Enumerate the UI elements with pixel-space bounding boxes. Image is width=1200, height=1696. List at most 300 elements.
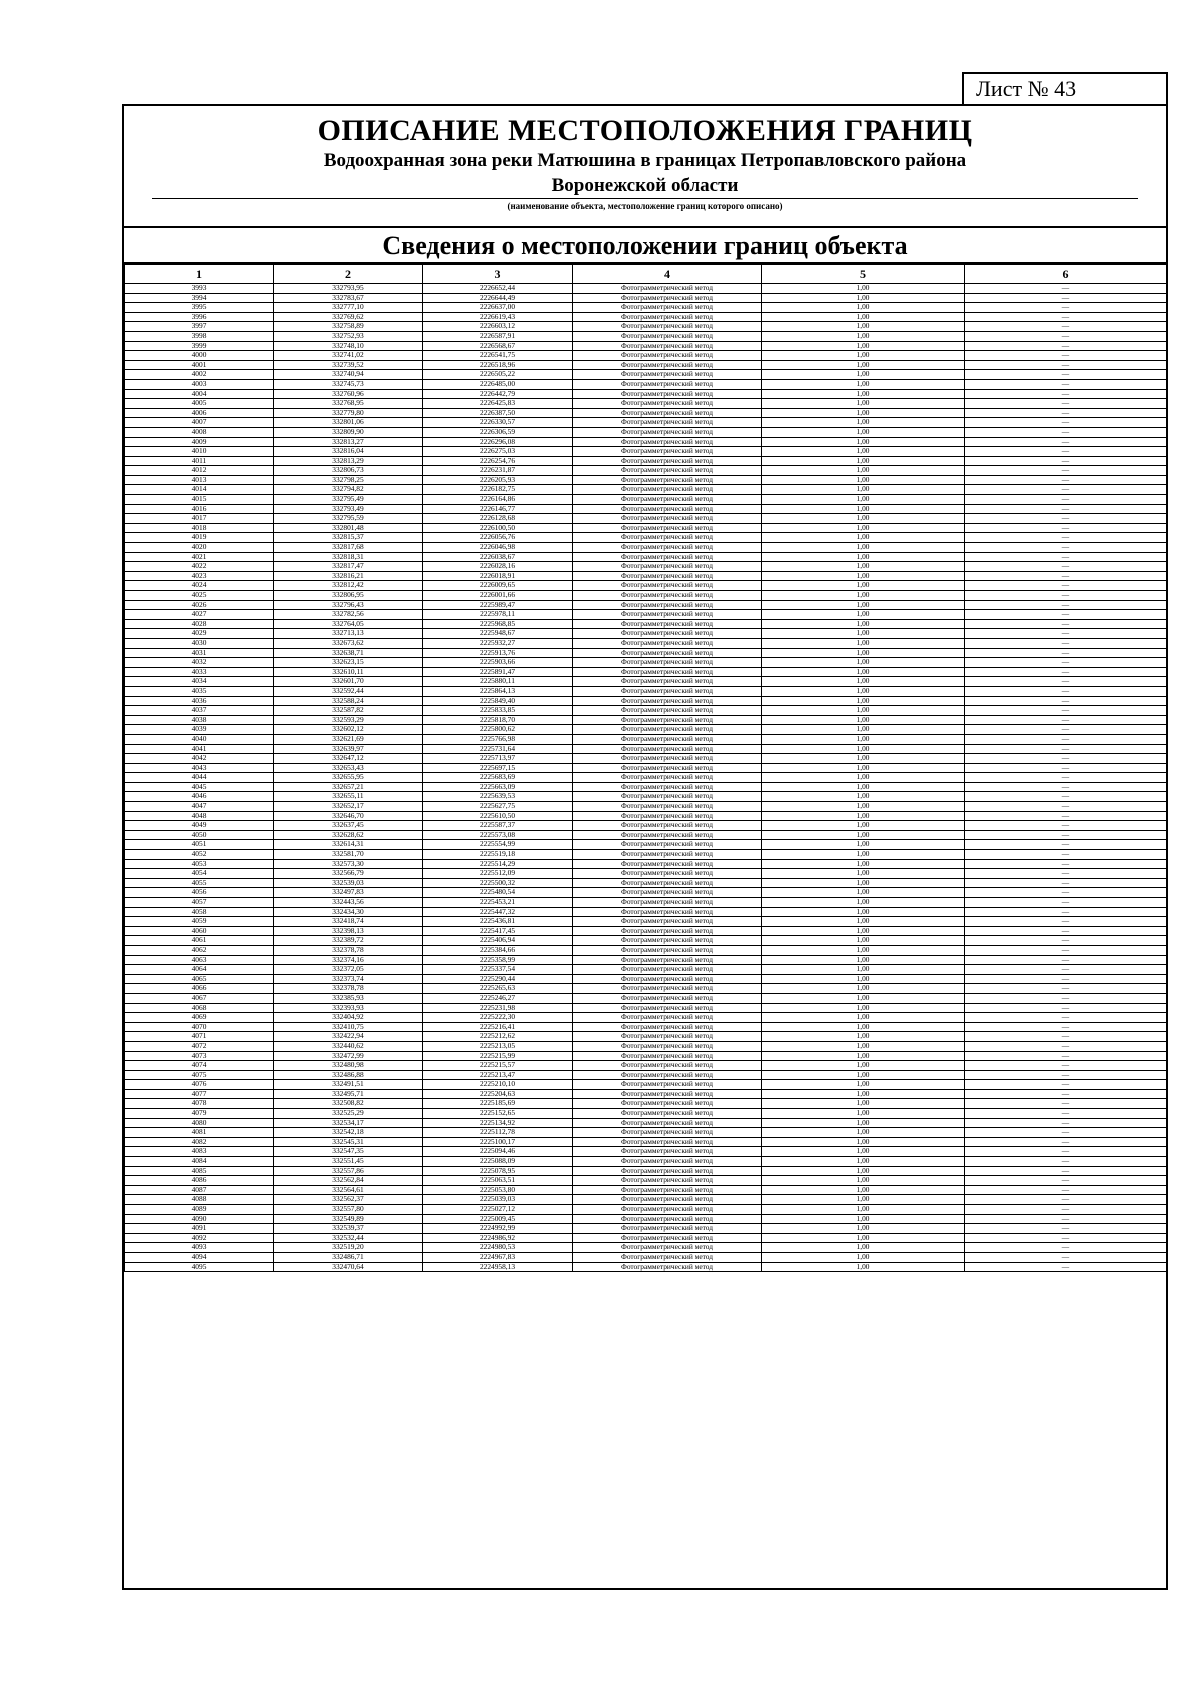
method-cell: Фотограмметрический метод <box>573 1214 762 1224</box>
description-cell: — <box>965 754 1167 764</box>
x-coordinate-cell: 332610,11 <box>274 667 423 677</box>
y-coordinate-cell: 2226146,77 <box>423 504 573 514</box>
x-coordinate-cell: 332581,70 <box>274 850 423 860</box>
table-row <box>125 1176 1167 1186</box>
x-coordinate-cell: 332573,30 <box>274 859 423 869</box>
accuracy-cell: 1,00 <box>762 907 965 917</box>
point-number-cell: 4083 <box>125 1147 274 1157</box>
description-cell: — <box>965 312 1167 322</box>
y-coordinate-cell: 2225587,37 <box>423 821 573 831</box>
y-coordinate-cell: 2225913,76 <box>423 648 573 658</box>
method-cell: Фотограмметрический метод <box>573 859 762 869</box>
accuracy-cell: 1,00 <box>762 936 965 946</box>
x-coordinate-cell: 332549,89 <box>274 1214 423 1224</box>
x-coordinate-cell: 332378,78 <box>274 984 423 994</box>
description-cell: — <box>965 1109 1167 1119</box>
description-cell: — <box>965 782 1167 792</box>
y-coordinate-cell: 2225290,44 <box>423 974 573 984</box>
description-cell: — <box>965 475 1167 485</box>
accuracy-cell: 1,00 <box>762 830 965 840</box>
method-cell: Фотограмметрический метод <box>573 984 762 994</box>
method-cell: Фотограмметрический метод <box>573 495 762 505</box>
accuracy-cell: 1,00 <box>762 571 965 581</box>
point-number-cell: 4087 <box>125 1185 274 1195</box>
description-cell: — <box>965 1032 1167 1042</box>
table-row <box>125 1109 1167 1119</box>
table-row <box>125 571 1167 581</box>
table-row <box>125 485 1167 495</box>
y-coordinate-cell: 2226128,68 <box>423 514 573 524</box>
point-number-cell: 4024 <box>125 581 274 591</box>
point-number-cell: 4067 <box>125 993 274 1003</box>
table-row <box>125 1089 1167 1099</box>
description-cell: — <box>965 1022 1167 1032</box>
method-cell: Фотограмметрический метод <box>573 523 762 533</box>
y-coordinate-cell: 2225903,66 <box>423 658 573 668</box>
accuracy-cell: 1,00 <box>762 389 965 399</box>
point-number-cell: 4063 <box>125 955 274 965</box>
y-coordinate-cell: 2226568,67 <box>423 341 573 351</box>
y-coordinate-cell: 2226619,43 <box>423 312 573 322</box>
y-coordinate-cell: 2226231,87 <box>423 466 573 476</box>
method-cell: Фотограмметрический метод <box>573 1252 762 1262</box>
table-row <box>125 686 1167 696</box>
point-number-cell: 4078 <box>125 1099 274 1109</box>
table-row <box>125 466 1167 476</box>
table-row <box>125 1118 1167 1128</box>
accuracy-cell: 1,00 <box>762 379 965 389</box>
y-coordinate-cell: 2225088,09 <box>423 1157 573 1167</box>
x-coordinate-cell: 332601,70 <box>274 677 423 687</box>
point-number-cell: 4016 <box>125 504 274 514</box>
method-cell: Фотограмметрический метод <box>573 1262 762 1272</box>
y-coordinate-cell: 2225447,32 <box>423 907 573 917</box>
point-number-cell: 4022 <box>125 562 274 572</box>
table-row <box>125 926 1167 936</box>
x-coordinate-cell: 332539,03 <box>274 878 423 888</box>
accuracy-cell: 1,00 <box>762 552 965 562</box>
method-cell: Фотограмметрический метод <box>573 993 762 1003</box>
y-coordinate-cell: 2225968,85 <box>423 619 573 629</box>
point-number-cell: 4041 <box>125 744 274 754</box>
column-header: 2 <box>274 265 423 284</box>
description-cell: — <box>965 351 1167 361</box>
table-row <box>125 523 1167 533</box>
accuracy-cell: 1,00 <box>762 619 965 629</box>
accuracy-cell: 1,00 <box>762 466 965 476</box>
method-cell: Фотограмметрический метод <box>573 648 762 658</box>
method-cell: Фотограмметрический метод <box>573 1137 762 1147</box>
point-number-cell: 4032 <box>125 658 274 668</box>
method-cell: Фотограмметрический метод <box>573 543 762 553</box>
description-cell: — <box>965 1118 1167 1128</box>
method-cell: Фотограмметрический метод <box>573 284 762 294</box>
accuracy-cell: 1,00 <box>762 312 965 322</box>
table-row <box>125 514 1167 524</box>
point-number-cell: 4065 <box>125 974 274 984</box>
description-cell: — <box>965 734 1167 744</box>
point-number-cell: 4040 <box>125 734 274 744</box>
table-row <box>125 312 1167 322</box>
x-coordinate-cell: 332816,04 <box>274 447 423 457</box>
x-coordinate-cell: 332657,21 <box>274 782 423 792</box>
y-coordinate-cell: 2225215,57 <box>423 1061 573 1071</box>
point-number-cell: 4059 <box>125 917 274 927</box>
x-coordinate-cell: 332801,06 <box>274 418 423 428</box>
table-row <box>125 811 1167 821</box>
y-coordinate-cell: 2225663,09 <box>423 782 573 792</box>
description-cell: — <box>965 936 1167 946</box>
method-cell: Фотограмметрический метод <box>573 1032 762 1042</box>
method-cell: Фотограмметрический метод <box>573 331 762 341</box>
method-cell: Фотограмметрический метод <box>573 1128 762 1138</box>
method-cell: Фотограмметрический метод <box>573 1185 762 1195</box>
description-cell: — <box>965 984 1167 994</box>
method-cell: Фотограмметрический метод <box>573 754 762 764</box>
y-coordinate-cell: 2225932,27 <box>423 638 573 648</box>
accuracy-cell: 1,00 <box>762 917 965 927</box>
accuracy-cell: 1,00 <box>762 1061 965 1071</box>
table-row <box>125 1195 1167 1205</box>
accuracy-cell: 1,00 <box>762 399 965 409</box>
point-number-cell: 3994 <box>125 293 274 303</box>
method-cell: Фотограмметрический метод <box>573 562 762 572</box>
method-cell: Фотограмметрический метод <box>573 1051 762 1061</box>
table-row <box>125 1032 1167 1042</box>
table-row <box>125 648 1167 658</box>
y-coordinate-cell: 2226056,76 <box>423 533 573 543</box>
point-number-cell: 4005 <box>125 399 274 409</box>
method-cell: Фотограмметрический метод <box>573 370 762 380</box>
point-number-cell: 4036 <box>125 696 274 706</box>
x-coordinate-cell: 332534,17 <box>274 1118 423 1128</box>
table-row <box>125 629 1167 639</box>
description-cell: — <box>965 888 1167 898</box>
accuracy-cell: 1,00 <box>762 792 965 802</box>
table-row <box>125 1041 1167 1051</box>
y-coordinate-cell: 2225480,54 <box>423 888 573 898</box>
point-number-cell: 3993 <box>125 284 274 294</box>
method-cell: Фотограмметрический метод <box>573 485 762 495</box>
x-coordinate-cell: 332508,82 <box>274 1099 423 1109</box>
y-coordinate-cell: 2225989,47 <box>423 600 573 610</box>
method-cell: Фотограмметрический метод <box>573 1109 762 1119</box>
point-number-cell: 4079 <box>125 1109 274 1119</box>
description-cell: — <box>965 581 1167 591</box>
y-coordinate-cell: 2226046,98 <box>423 543 573 553</box>
point-number-cell: 4047 <box>125 802 274 812</box>
object-name-line-2: Воронежской области <box>551 175 739 196</box>
table-row <box>125 821 1167 831</box>
method-cell: Фотограмметрический метод <box>573 715 762 725</box>
accuracy-cell: 1,00 <box>762 686 965 696</box>
table-row <box>125 610 1167 620</box>
point-number-cell: 4014 <box>125 485 274 495</box>
method-cell: Фотограмметрический метод <box>573 830 762 840</box>
y-coordinate-cell: 2225358,99 <box>423 955 573 965</box>
x-coordinate-cell: 332655,95 <box>274 773 423 783</box>
description-cell: — <box>965 811 1167 821</box>
accuracy-cell: 1,00 <box>762 648 965 658</box>
point-number-cell: 4008 <box>125 427 274 437</box>
method-cell: Фотограмметрический метод <box>573 907 762 917</box>
y-coordinate-cell: 2226387,50 <box>423 408 573 418</box>
description-cell: — <box>965 840 1167 850</box>
method-cell: Фотограмметрический метод <box>573 399 762 409</box>
description-cell: — <box>965 504 1167 514</box>
accuracy-cell: 1,00 <box>762 591 965 601</box>
y-coordinate-cell: 2225406,94 <box>423 936 573 946</box>
accuracy-cell: 1,00 <box>762 1051 965 1061</box>
description-cell: — <box>965 945 1167 955</box>
method-cell: Фотограмметрический метод <box>573 1080 762 1090</box>
point-number-cell: 4085 <box>125 1166 274 1176</box>
accuracy-cell: 1,00 <box>762 1032 965 1042</box>
description-cell: — <box>965 514 1167 524</box>
accuracy-cell: 1,00 <box>762 1252 965 1262</box>
method-cell: Фотограмметрический метод <box>573 658 762 668</box>
accuracy-cell: 1,00 <box>762 523 965 533</box>
x-coordinate-cell: 332795,59 <box>274 514 423 524</box>
method-cell: Фотограмметрический метод <box>573 427 762 437</box>
y-coordinate-cell: 2225948,67 <box>423 629 573 639</box>
y-coordinate-cell: 2226038,67 <box>423 552 573 562</box>
y-coordinate-cell: 2226442,79 <box>423 389 573 399</box>
accuracy-cell: 1,00 <box>762 1176 965 1186</box>
x-coordinate-cell: 332593,29 <box>274 715 423 725</box>
method-cell: Фотограмметрический метод <box>573 1166 762 1176</box>
point-number-cell: 4057 <box>125 898 274 908</box>
description-cell: — <box>965 725 1167 735</box>
description-cell: — <box>965 907 1167 917</box>
table-row <box>125 782 1167 792</box>
table-row <box>125 504 1167 514</box>
accuracy-cell: 1,00 <box>762 1214 965 1224</box>
description-cell: — <box>965 437 1167 447</box>
method-cell: Фотограмметрический метод <box>573 591 762 601</box>
x-coordinate-cell: 332562,84 <box>274 1176 423 1186</box>
point-number-cell: 4019 <box>125 533 274 543</box>
accuracy-cell: 1,00 <box>762 360 965 370</box>
accuracy-cell: 1,00 <box>762 447 965 457</box>
accuracy-cell: 1,00 <box>762 1147 965 1157</box>
description-cell: — <box>965 955 1167 965</box>
x-coordinate-cell: 332768,95 <box>274 399 423 409</box>
x-coordinate-cell: 332655,11 <box>274 792 423 802</box>
description-cell: — <box>965 1195 1167 1205</box>
method-cell: Фотограмметрический метод <box>573 418 762 428</box>
accuracy-cell: 1,00 <box>762 1137 965 1147</box>
x-coordinate-cell: 332638,71 <box>274 648 423 658</box>
table-row <box>125 1051 1167 1061</box>
table-row <box>125 475 1167 485</box>
point-number-cell: 4093 <box>125 1243 274 1253</box>
description-cell: — <box>965 360 1167 370</box>
x-coordinate-cell: 332812,42 <box>274 581 423 591</box>
method-cell: Фотограмметрический метод <box>573 945 762 955</box>
y-coordinate-cell: 2225078,95 <box>423 1166 573 1176</box>
table-row <box>125 1013 1167 1023</box>
table-row <box>125 1080 1167 1090</box>
method-cell: Фотограмметрический метод <box>573 1147 762 1157</box>
accuracy-cell: 1,00 <box>762 1070 965 1080</box>
method-cell: Фотограмметрический метод <box>573 725 762 735</box>
x-coordinate-cell: 332385,93 <box>274 993 423 1003</box>
method-cell: Фотограмметрический метод <box>573 581 762 591</box>
table-row <box>125 658 1167 668</box>
accuracy-cell: 1,00 <box>762 1089 965 1099</box>
table-row <box>125 1262 1167 1272</box>
description-cell: — <box>965 293 1167 303</box>
y-coordinate-cell: 2225417,45 <box>423 926 573 936</box>
method-cell: Фотограмметрический метод <box>573 1003 762 1013</box>
table-row <box>125 696 1167 706</box>
accuracy-cell: 1,00 <box>762 811 965 821</box>
point-number-cell: 4035 <box>125 686 274 696</box>
y-coordinate-cell: 2226275,03 <box>423 447 573 457</box>
method-cell: Фотограмметрический метод <box>573 878 762 888</box>
x-coordinate-cell: 332777,10 <box>274 303 423 313</box>
description-cell: — <box>965 389 1167 399</box>
x-coordinate-cell: 332637,45 <box>274 821 423 831</box>
y-coordinate-cell: 2225864,13 <box>423 686 573 696</box>
point-number-cell: 4038 <box>125 715 274 725</box>
table-row <box>125 859 1167 869</box>
accuracy-cell: 1,00 <box>762 869 965 879</box>
method-cell: Фотограмметрический метод <box>573 677 762 687</box>
point-number-cell: 3996 <box>125 312 274 322</box>
x-coordinate-cell: 332434,30 <box>274 907 423 917</box>
point-number-cell: 4003 <box>125 379 274 389</box>
point-number-cell: 4010 <box>125 447 274 457</box>
table-row <box>125 1157 1167 1167</box>
method-cell: Фотограмметрический метод <box>573 802 762 812</box>
table-row <box>125 725 1167 735</box>
column-header: 3 <box>423 265 573 284</box>
accuracy-cell: 1,00 <box>762 1185 965 1195</box>
x-coordinate-cell: 332587,82 <box>274 706 423 716</box>
point-number-cell: 4027 <box>125 610 274 620</box>
accuracy-cell: 1,00 <box>762 562 965 572</box>
accuracy-cell: 1,00 <box>762 926 965 936</box>
y-coordinate-cell: 2225849,40 <box>423 696 573 706</box>
y-coordinate-cell: 2225210,10 <box>423 1080 573 1090</box>
description-cell: — <box>965 677 1167 687</box>
accuracy-cell: 1,00 <box>762 351 965 361</box>
table-row <box>125 399 1167 409</box>
y-coordinate-cell: 2225039,03 <box>423 1195 573 1205</box>
table-row <box>125 591 1167 601</box>
accuracy-cell: 1,00 <box>762 533 965 543</box>
table-row <box>125 331 1167 341</box>
document-title: ОПИСАНИЕ МЕСТОПОЛОЖЕНИЯ ГРАНИЦ <box>317 114 973 147</box>
method-cell: Фотограмметрический метод <box>573 850 762 860</box>
y-coordinate-cell: 2225610,50 <box>423 811 573 821</box>
table-row <box>125 293 1167 303</box>
table-row <box>125 1061 1167 1071</box>
point-number-cell: 4029 <box>125 629 274 639</box>
method-cell: Фотограмметрический метод <box>573 840 762 850</box>
method-cell: Фотограмметрический метод <box>573 869 762 879</box>
method-cell: Фотограмметрический метод <box>573 696 762 706</box>
y-coordinate-cell: 2225891,47 <box>423 667 573 677</box>
y-coordinate-cell: 2226587,91 <box>423 331 573 341</box>
y-coordinate-cell: 2224980,53 <box>423 1243 573 1253</box>
y-coordinate-cell: 2226637,00 <box>423 303 573 313</box>
table-row <box>125 495 1167 505</box>
method-cell: Фотограмметрический метод <box>573 763 762 773</box>
description-cell: — <box>965 485 1167 495</box>
point-number-cell: 4033 <box>125 667 274 677</box>
table-row <box>125 869 1167 879</box>
description-cell: — <box>965 1061 1167 1071</box>
x-coordinate-cell: 332545,31 <box>274 1137 423 1147</box>
description-cell: — <box>965 1176 1167 1186</box>
table-row <box>125 1214 1167 1224</box>
x-coordinate-cell: 332793,95 <box>274 284 423 294</box>
x-coordinate-cell: 332374,16 <box>274 955 423 965</box>
method-cell: Фотограмметрический метод <box>573 917 762 927</box>
y-coordinate-cell: 2226205,93 <box>423 475 573 485</box>
accuracy-cell: 1,00 <box>762 495 965 505</box>
table-row <box>125 917 1167 927</box>
description-cell: — <box>965 341 1167 351</box>
accuracy-cell: 1,00 <box>762 658 965 668</box>
accuracy-cell: 1,00 <box>762 898 965 908</box>
description-cell: — <box>965 1070 1167 1080</box>
description-cell: — <box>965 1013 1167 1023</box>
method-cell: Фотограмметрический метод <box>573 898 762 908</box>
y-coordinate-cell: 2226652,44 <box>423 284 573 294</box>
point-number-cell: 4080 <box>125 1118 274 1128</box>
accuracy-cell: 1,00 <box>762 763 965 773</box>
method-cell: Фотограмметрический метод <box>573 1118 762 1128</box>
point-number-cell: 4026 <box>125 600 274 610</box>
method-cell: Фотограмметрический метод <box>573 360 762 370</box>
method-cell: Фотограмметрический метод <box>573 706 762 716</box>
column-header: 4 <box>573 265 762 284</box>
document-header <box>124 106 1166 228</box>
x-coordinate-cell: 332418,74 <box>274 917 423 927</box>
description-cell: — <box>965 1243 1167 1253</box>
column-header: 1 <box>125 265 274 284</box>
point-number-cell: 4045 <box>125 782 274 792</box>
y-coordinate-cell: 2225265,63 <box>423 984 573 994</box>
point-number-cell: 4056 <box>125 888 274 898</box>
y-coordinate-cell: 2225833,85 <box>423 706 573 716</box>
accuracy-cell: 1,00 <box>762 638 965 648</box>
y-coordinate-cell: 2226001,66 <box>423 591 573 601</box>
point-number-cell: 4070 <box>125 1022 274 1032</box>
table-row <box>125 1022 1167 1032</box>
accuracy-cell: 1,00 <box>762 370 965 380</box>
point-number-cell: 4090 <box>125 1214 274 1224</box>
method-cell: Фотограмметрический метод <box>573 638 762 648</box>
accuracy-cell: 1,00 <box>762 1003 965 1013</box>
description-cell: — <box>965 830 1167 840</box>
point-number-cell: 4031 <box>125 648 274 658</box>
accuracy-cell: 1,00 <box>762 821 965 831</box>
method-cell: Фотограмметрический метод <box>573 456 762 466</box>
description-cell: — <box>965 370 1167 380</box>
y-coordinate-cell: 2225627,75 <box>423 802 573 812</box>
y-coordinate-cell: 2226296,08 <box>423 437 573 447</box>
method-cell: Фотограмметрический метод <box>573 1070 762 1080</box>
accuracy-cell: 1,00 <box>762 754 965 764</box>
x-coordinate-cell: 332389,72 <box>274 936 423 946</box>
description-cell: — <box>965 1147 1167 1157</box>
table-row <box>125 322 1167 332</box>
